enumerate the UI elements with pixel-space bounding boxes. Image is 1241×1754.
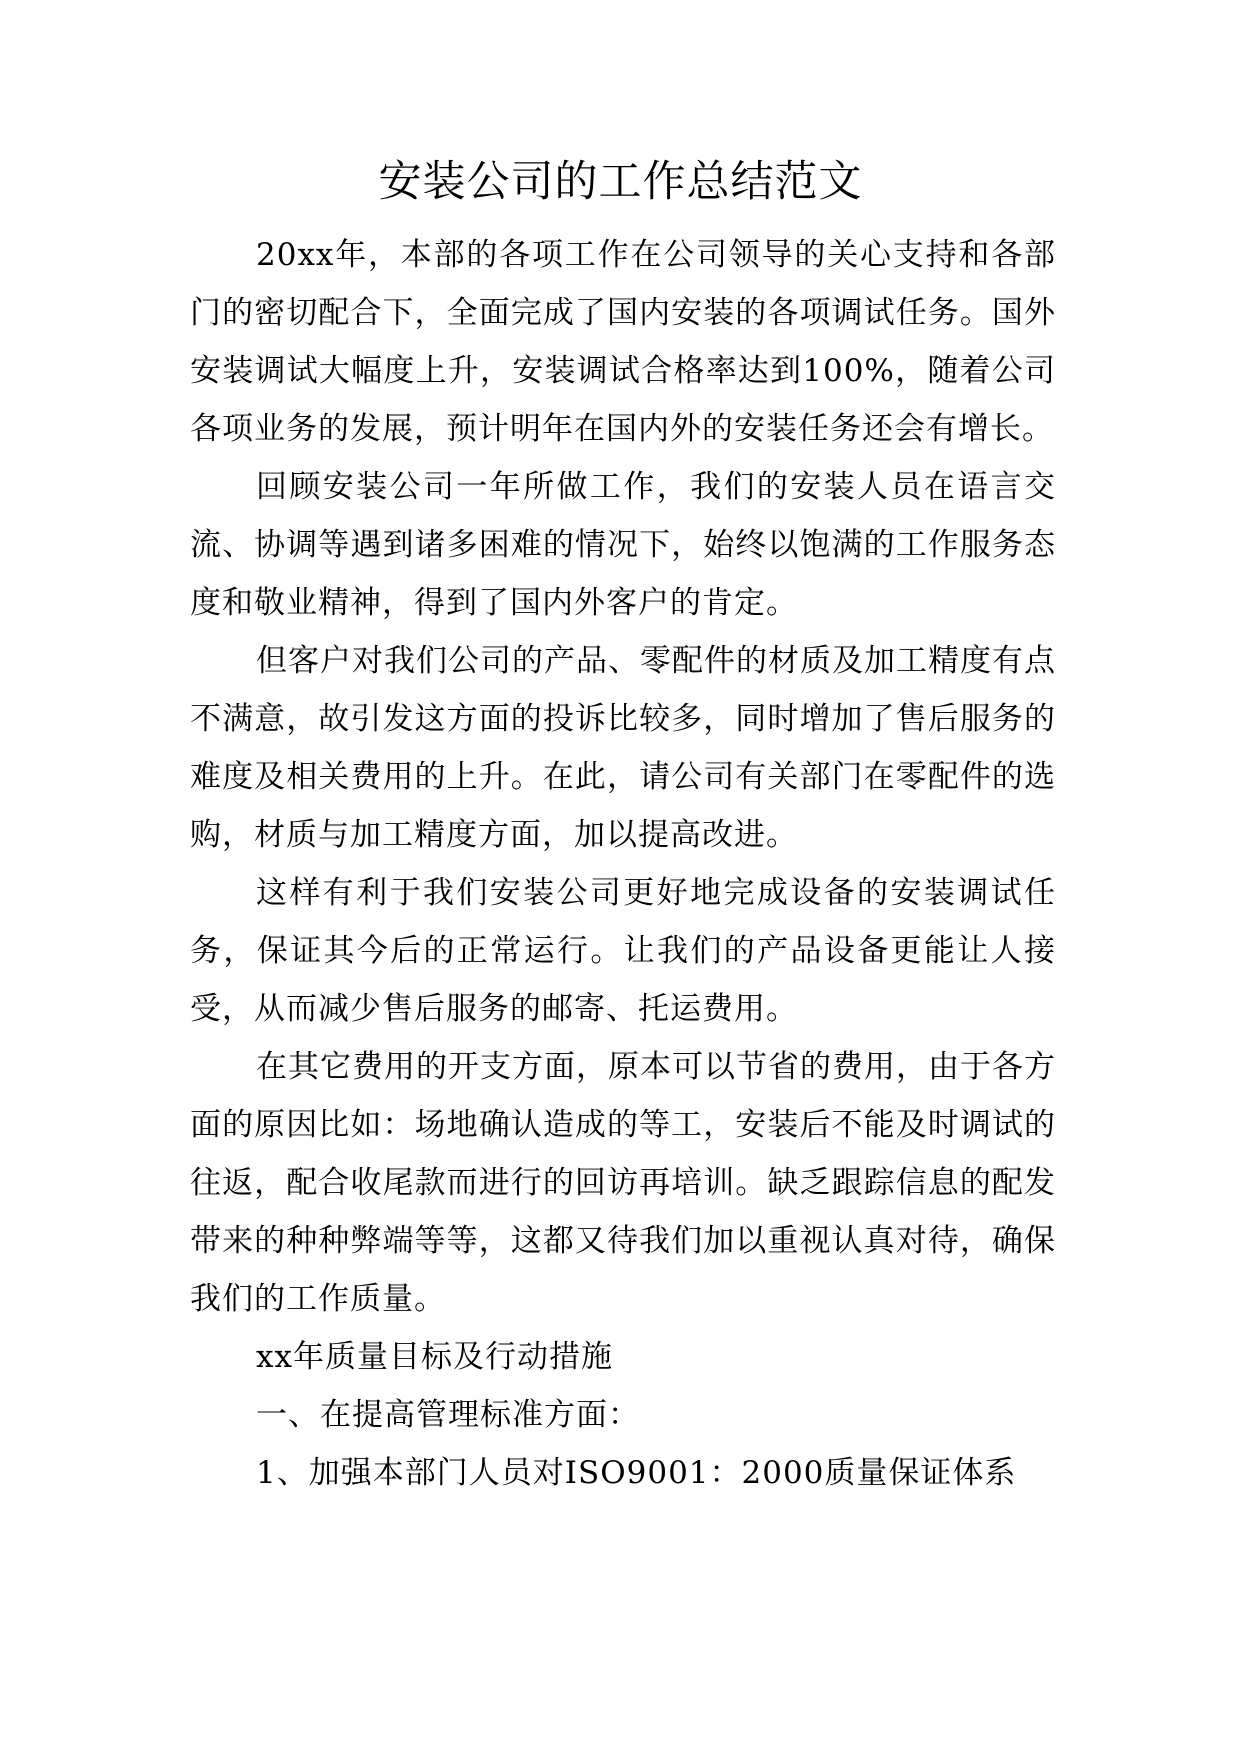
document-title: 安装公司的工作总结范文 — [378, 157, 863, 207]
list-item: 1、加强本部门人员对ISO9001：2000质量保证体系 — [256, 1455, 1017, 1491]
section-heading: xx年质量目标及行动措施 — [256, 1339, 613, 1375]
paragraph: 20xx年，本部的各项工作在公司领导的关心支持和各部门的密切配合下，全面完成了国内安装的各项调试任务。国外安装调试大幅度上升，安装调试合格率达到100%，随着公司各项业务的发展，预计明年在国内外的安装任务还会有增长。 — [190, 237, 1056, 447]
subsection-heading: 一、在提高管理标准方面： — [256, 1397, 640, 1433]
document-body — [190, 226, 1056, 1502]
paragraph: 回顾安装公司一年所做工作，我们的安装人员在语言交流、协调等遇到诸多困难的情况下，始终以饱满的工作服务态度和敬业精神，得到了国内外客户的肯定。 — [190, 469, 1056, 621]
paragraph: 在其它费用的开支方面，原本可以节省的费用，由于各方面的原因比如：场地确认造成的等工，安装后不能及时调试的往返，配合收尾款而进行的回访再培训。缺乏跟踪信息的配发带来的种种弊端等等，这都又待我们加以重视认真对待，确保我们的工作质量。 — [190, 1049, 1056, 1317]
paragraph: 但客户对我们公司的产品、零配件的材质及加工精度有点不满意，故引发这方面的投诉比较多，同时增加了售后服务的难度及相关费用的上升。在此，请公司有关部门在零配件的选购，材质与加工精度方面，加以提高改进。 — [190, 643, 1056, 853]
paragraph: 这样有利于我们安装公司更好地完成设备的安装调试任务，保证其今后的正常运行。让我们的产品设备更能让人接受，从而减少售后服务的邮寄、托运费用。 — [190, 875, 1056, 1027]
